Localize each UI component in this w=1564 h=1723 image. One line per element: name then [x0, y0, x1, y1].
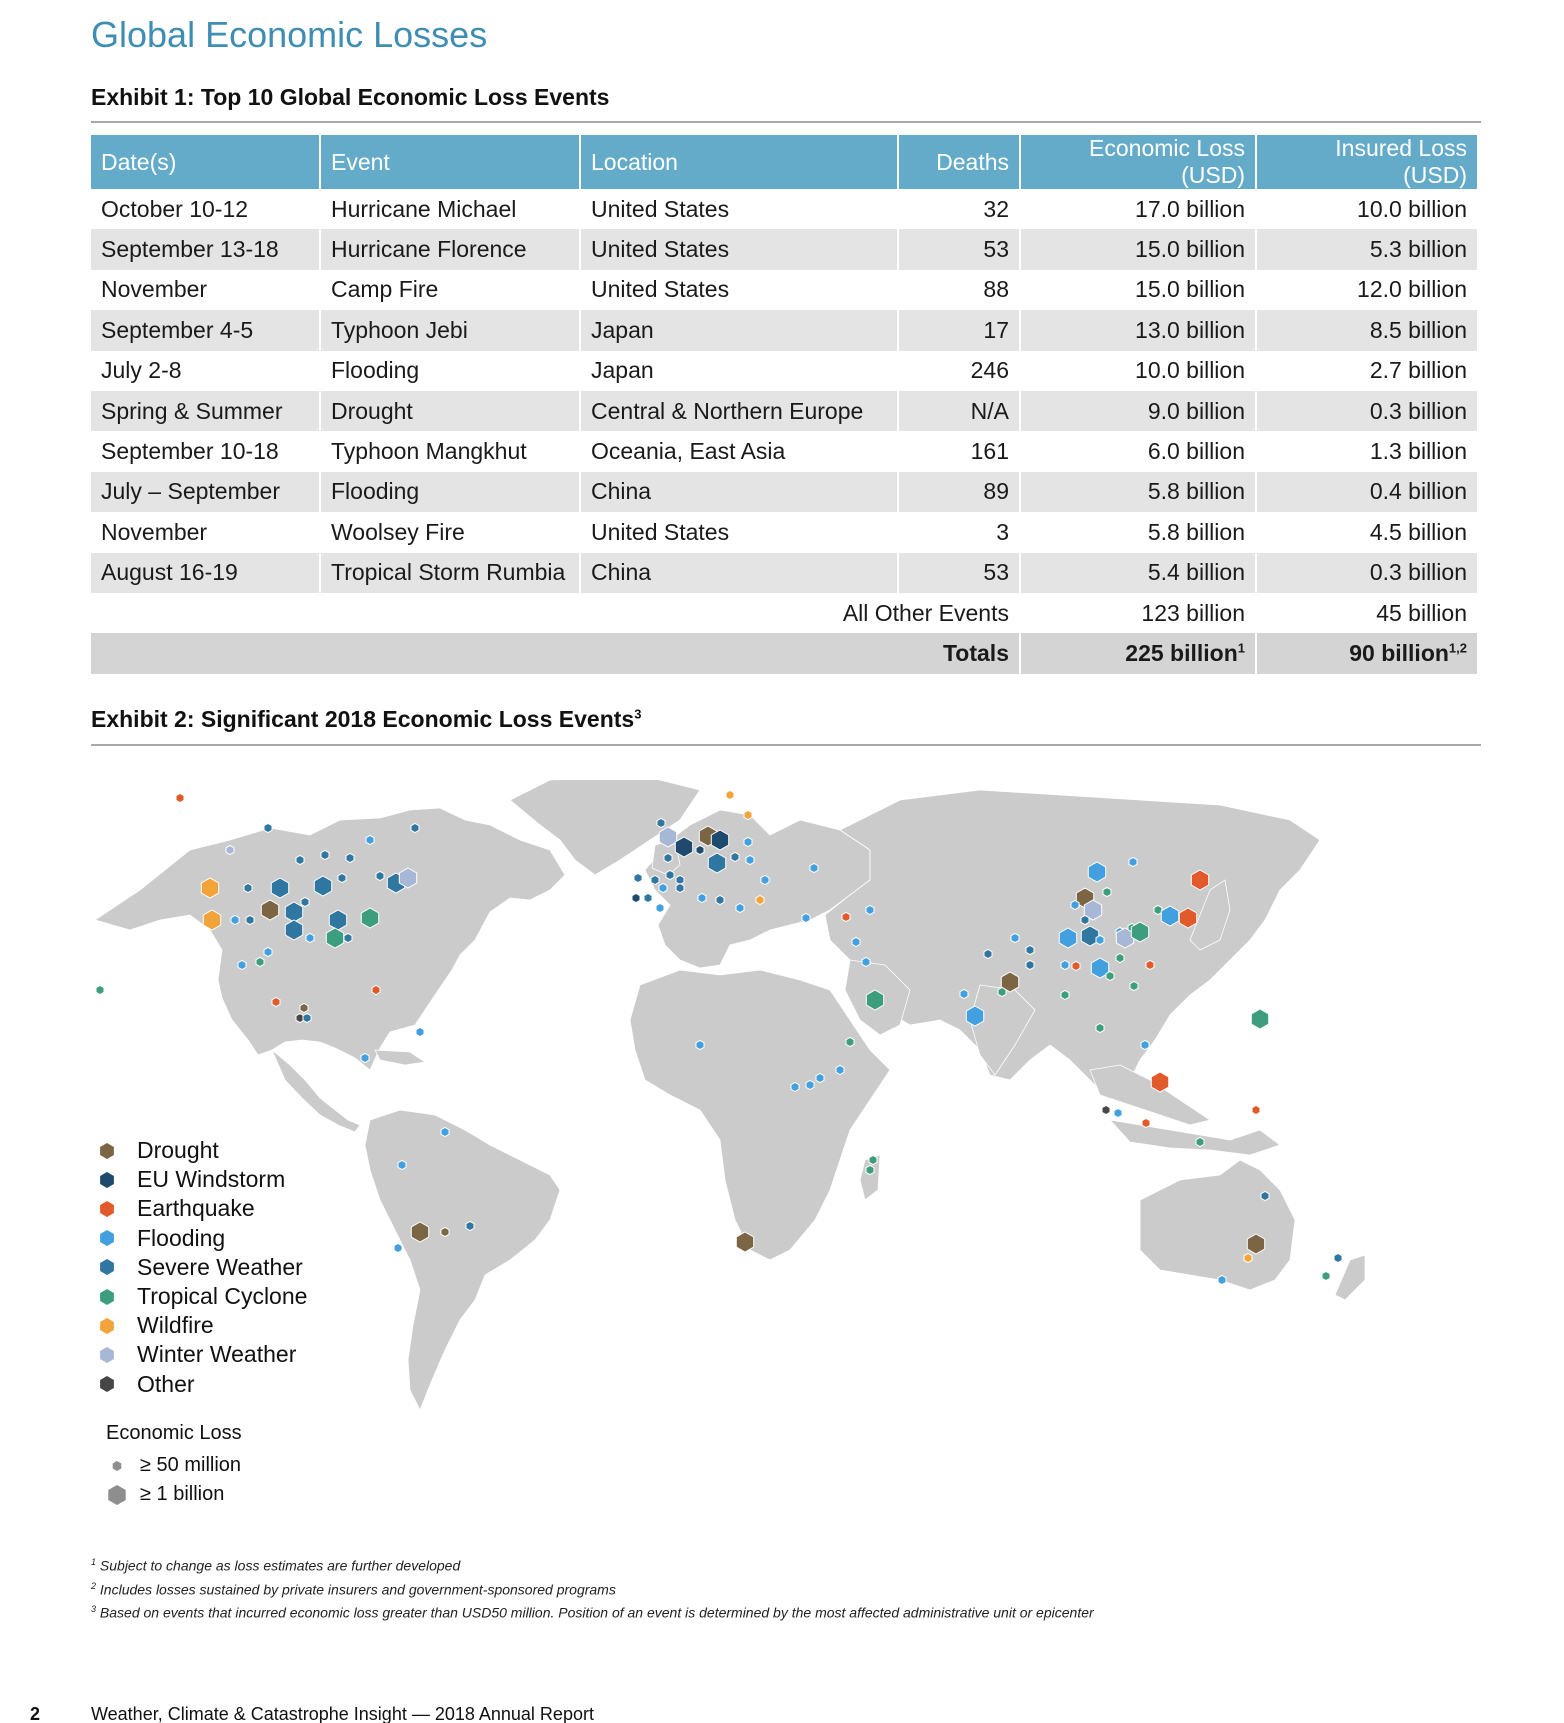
- divider: [91, 121, 1481, 123]
- legend-label: Earthquake: [137, 1195, 255, 1222]
- event-marker-tropical-cyclone: [326, 928, 343, 948]
- event-marker-severe-weather: [264, 823, 272, 832]
- event-marker-severe-weather: [1261, 1191, 1269, 1200]
- event-marker-flooding: [416, 1027, 424, 1036]
- legend-item-other: [98, 1370, 307, 1399]
- event-marker-tropical-cyclone: [1130, 981, 1138, 990]
- event-marker-flooding: [852, 937, 860, 946]
- hexagon-icon: [98, 1258, 116, 1276]
- landmass-se-asia: [1090, 1065, 1210, 1125]
- cell-date: July 2-8: [91, 351, 321, 391]
- footnotes: [91, 1552, 1094, 1623]
- event-marker-wildfire: [1244, 1253, 1252, 1262]
- footnote: [91, 1552, 1094, 1576]
- cell-event: Camp Fire: [321, 270, 581, 310]
- event-marker-flooding: [656, 903, 664, 912]
- cell-location: United States: [581, 189, 899, 229]
- event-marker-severe-weather: [708, 853, 725, 873]
- event-marker-flooding: [696, 1040, 704, 1049]
- event-marker-severe-weather: [651, 875, 659, 884]
- exhibit1-title: Exhibit 1: Top 10 Global Economic Loss Events: [91, 84, 610, 110]
- cell-event: Tropical Storm Rumbia: [321, 553, 581, 593]
- event-marker-flooding: [1114, 1108, 1122, 1117]
- large-hexagon-icon: [106, 1484, 128, 1506]
- footnote-text: Includes losses sustained by private insurers and government-sponsored programs: [99, 1581, 616, 1598]
- cell-date: November: [91, 512, 321, 552]
- legend-label: Severe Weather: [137, 1253, 303, 1280]
- event-marker-flooding: [806, 1080, 814, 1089]
- cell-deaths: 89: [899, 472, 1021, 512]
- event-marker-severe-weather: [666, 870, 674, 879]
- size-legend-small-label: ≥ 50 million: [140, 1454, 242, 1476]
- cell-date: November: [91, 270, 321, 310]
- event-marker-flooding: [746, 855, 754, 864]
- legend-label: EU Windstorm: [137, 1166, 286, 1193]
- landmass-caribbean: [375, 1050, 425, 1065]
- table-header-row: [91, 135, 1477, 189]
- event-marker-flooding: [1141, 1040, 1149, 1049]
- event-marker-severe-weather: [634, 873, 642, 882]
- totals-label: Totals: [91, 633, 1021, 673]
- all-other-label: All Other Events: [91, 593, 1021, 633]
- size-legend-title: Economic Loss: [106, 1422, 242, 1444]
- event-marker-tropical-cyclone: [256, 957, 264, 966]
- cell-event: Drought: [321, 391, 581, 431]
- totals-economic: [1021, 633, 1257, 673]
- table-row-totals: [91, 633, 1477, 673]
- table-row: [91, 391, 1477, 431]
- legend-item-flooding: [98, 1224, 307, 1253]
- event-marker-drought: [261, 900, 278, 920]
- cell-date: August 16-19: [91, 553, 321, 593]
- cell-economic-loss: 9.0 billion: [1021, 391, 1257, 431]
- cell-deaths: 246: [899, 351, 1021, 391]
- divider: [91, 744, 1481, 746]
- event-marker-other: [1102, 1105, 1110, 1114]
- legend-label: Wildfire: [137, 1312, 214, 1339]
- event-marker-tropical-cyclone: [1116, 953, 1124, 962]
- event-marker-earthquake: [272, 997, 280, 1006]
- cell-insured-loss: 8.5 billion: [1257, 310, 1477, 350]
- cell-deaths: 17: [899, 310, 1021, 350]
- footnote-ref: 1: [1237, 640, 1245, 656]
- landmass-central-america: [272, 1050, 360, 1132]
- event-marker-flooding: [238, 960, 246, 969]
- event-marker-severe-weather: [321, 850, 329, 859]
- cell-location: Japan: [581, 310, 899, 350]
- footnote-ref: 3: [634, 706, 642, 722]
- event-marker-severe-weather: [1081, 915, 1089, 924]
- event-marker-flooding: [761, 875, 769, 884]
- hexagon-icon: [98, 1229, 116, 1247]
- event-marker-severe-weather: [303, 1013, 311, 1022]
- footnote-number: 1: [91, 1557, 97, 1567]
- cell-insured-loss: 1.3 billion: [1257, 431, 1477, 471]
- cell-insured-loss: 4.5 billion: [1257, 512, 1477, 552]
- cell-economic-loss: 5.8 billion: [1021, 472, 1257, 512]
- event-marker-severe-weather: [244, 883, 252, 892]
- totals-insured-value: 90 billion: [1349, 639, 1449, 666]
- cell-deaths: 32: [899, 189, 1021, 229]
- event-marker-drought: [300, 1003, 308, 1012]
- cell-date: September 10-18: [91, 431, 321, 471]
- event-marker-tropical-cyclone: [1131, 922, 1148, 942]
- cell-economic-loss: 5.8 billion: [1021, 512, 1257, 552]
- column-header-event: Event: [321, 135, 581, 189]
- event-marker-tropical-cyclone: [846, 1037, 854, 1046]
- cell-deaths: 53: [899, 553, 1021, 593]
- event-marker-flooding: [366, 835, 374, 844]
- footnote-text: Subject to change as loss estimates are further developed: [99, 1557, 461, 1574]
- size-legend: [106, 1422, 242, 1509]
- event-marker-drought: [441, 1227, 449, 1236]
- event-marker-severe-weather: [301, 897, 309, 906]
- event-marker-severe-weather: [411, 823, 419, 832]
- event-marker-drought: [736, 1232, 753, 1252]
- event-marker-severe-weather: [984, 949, 992, 958]
- legend-item-winter-weather: [98, 1340, 307, 1369]
- event-marker-tropical-cyclone: [1196, 1137, 1204, 1146]
- event-marker-earthquake: [1142, 1118, 1150, 1127]
- cell-economic-loss: 15.0 billion: [1021, 229, 1257, 269]
- event-marker-eu-windstorm: [696, 845, 704, 854]
- cell-location: China: [581, 472, 899, 512]
- cell-economic-loss: 17.0 billion: [1021, 189, 1257, 229]
- event-marker-severe-weather: [296, 855, 304, 864]
- column-header-deaths: Deaths: [899, 135, 1021, 189]
- table-row: [91, 270, 1477, 310]
- event-marker-tropical-cyclone: [1103, 887, 1111, 896]
- legend-label: Other: [137, 1370, 195, 1397]
- event-marker-eu-windstorm: [711, 830, 728, 850]
- event-marker-severe-weather: [344, 933, 352, 942]
- event-marker-flooding: [836, 1065, 844, 1074]
- cell-date: Spring & Summer: [91, 391, 321, 431]
- event-marker-winter-weather: [399, 868, 416, 888]
- event-marker-tropical-cyclone: [1106, 971, 1114, 980]
- event-marker-severe-weather: [676, 883, 684, 892]
- hexagon-icon: [98, 1200, 116, 1218]
- event-marker-eu-windstorm: [675, 837, 692, 857]
- event-marker-wildfire: [203, 910, 220, 930]
- footnote: [91, 1576, 1094, 1600]
- landmass-africa: [630, 970, 890, 1260]
- cell-economic-loss: 13.0 billion: [1021, 310, 1257, 350]
- cell-event: Typhoon Mangkhut: [321, 431, 581, 471]
- size-legend-large: [106, 1480, 242, 1509]
- event-marker-flooding: [1218, 1275, 1226, 1284]
- event-marker-severe-weather: [314, 876, 331, 896]
- table-row: [91, 310, 1477, 350]
- event-marker-flooding: [1011, 933, 1019, 942]
- cell-economic-loss: 5.4 billion: [1021, 553, 1257, 593]
- event-marker-earthquake: [1179, 908, 1196, 928]
- cell-deaths: 53: [899, 229, 1021, 269]
- event-marker-earthquake: [1072, 961, 1080, 970]
- map-legend: [98, 1136, 307, 1399]
- table-row: [91, 431, 1477, 471]
- event-marker-severe-weather: [246, 915, 254, 924]
- table-row: [91, 351, 1477, 391]
- page-title: Global Economic Losses: [91, 14, 488, 55]
- event-marker-flooding: [791, 1082, 799, 1091]
- event-marker-earthquake: [1252, 1105, 1260, 1114]
- table-row: [91, 189, 1477, 229]
- cell-date: July – September: [91, 472, 321, 512]
- event-marker-wildfire: [744, 810, 752, 819]
- event-marker-flooding: [306, 933, 314, 942]
- small-hexagon-icon: [106, 1455, 128, 1477]
- totals-economic-value: 225 billion: [1125, 639, 1238, 666]
- event-marker-flooding: [1161, 906, 1178, 926]
- cell-location: Central & Northern Europe: [581, 391, 899, 431]
- legend-label: Flooding: [137, 1224, 226, 1251]
- event-marker-flooding: [394, 1243, 402, 1252]
- cell-insured-loss: 10.0 billion: [1257, 189, 1477, 229]
- event-marker-flooding: [966, 1006, 983, 1026]
- table-row: [91, 512, 1477, 552]
- cell-economic-loss: 6.0 billion: [1021, 431, 1257, 471]
- page-number: 2: [30, 1704, 41, 1723]
- event-marker-eu-windstorm: [632, 893, 640, 902]
- hexagon-icon: [98, 1171, 116, 1189]
- event-marker-flooding: [1096, 935, 1104, 944]
- event-marker-earthquake: [842, 912, 850, 921]
- event-marker-wildfire: [726, 790, 734, 799]
- landmass-south-america: [365, 1110, 560, 1410]
- cell-insured-loss: 5.3 billion: [1257, 229, 1477, 269]
- cell-event: Hurricane Florence: [321, 229, 581, 269]
- event-marker-flooding: [802, 913, 810, 922]
- event-marker-wildfire: [201, 878, 218, 898]
- landmass-australia: [1140, 1160, 1295, 1290]
- footnote-number: 3: [91, 1604, 97, 1615]
- event-marker-severe-weather: [338, 873, 346, 882]
- event-marker-earthquake: [176, 793, 184, 802]
- legend-item-tropical-cyclone: [98, 1282, 307, 1311]
- cell-insured-loss: 0.3 billion: [1257, 553, 1477, 593]
- cell-date: October 10-12: [91, 189, 321, 229]
- legend-item-earthquake: [98, 1194, 307, 1223]
- event-marker-tropical-cyclone: [96, 985, 104, 994]
- column-header-insured-loss: Insured Loss (USD): [1257, 135, 1477, 189]
- table-row: [91, 229, 1477, 269]
- footnote-text: Based on events that incurred economic loss greater than USD50 million. Position of an event is determined by the most affected administrative unit or epicenter: [99, 1604, 1094, 1621]
- exhibit2-title-text: Exhibit 2: Significant 2018 Economic Loss Events: [91, 706, 635, 732]
- totals-insured: [1257, 633, 1477, 673]
- footnote-number: 2: [91, 1580, 97, 1591]
- event-marker-severe-weather: [1081, 926, 1098, 946]
- event-marker-flooding: [1059, 928, 1076, 948]
- event-marker-severe-weather: [664, 853, 672, 862]
- event-marker-severe-weather: [466, 1221, 474, 1230]
- event-marker-drought: [1247, 1234, 1264, 1254]
- footnote-ref: 1,2: [1448, 640, 1467, 656]
- exhibit2-title: [91, 706, 641, 733]
- event-marker-flooding: [866, 905, 874, 914]
- event-marker-tropical-cyclone: [866, 990, 883, 1010]
- event-marker-winter-weather: [226, 845, 234, 854]
- event-marker-tropical-cyclone: [1251, 1009, 1268, 1029]
- event-marker-tropical-cyclone: [869, 1155, 877, 1164]
- event-marker-earthquake: [372, 985, 380, 994]
- event-marker-tropical-cyclone: [361, 908, 378, 928]
- hexagon-icon: [98, 1346, 116, 1364]
- hexagon-icon: [98, 1375, 116, 1393]
- event-marker-tropical-cyclone: [1061, 990, 1069, 999]
- cell-location: United States: [581, 229, 899, 269]
- legend-label: Drought: [137, 1137, 219, 1164]
- legend-label: Winter Weather: [137, 1341, 297, 1368]
- legend-item-eu-windstorm: [98, 1165, 307, 1194]
- event-marker-flooding: [1088, 862, 1105, 882]
- cell-insured-loss: 0.3 billion: [1257, 391, 1477, 431]
- event-marker-flooding: [361, 1053, 369, 1062]
- event-marker-severe-weather: [1026, 960, 1034, 969]
- column-header-economic-loss: Economic Loss (USD): [1021, 135, 1257, 189]
- event-marker-flooding: [441, 1127, 449, 1136]
- event-marker-flooding: [744, 837, 752, 846]
- event-marker-severe-weather: [731, 852, 739, 861]
- event-marker-severe-weather: [657, 818, 665, 827]
- table-row: [91, 472, 1477, 512]
- event-marker-severe-weather: [1026, 945, 1034, 954]
- event-marker-flooding: [698, 893, 706, 902]
- cell-insured-loss: 12.0 billion: [1257, 270, 1477, 310]
- event-marker-flooding: [862, 957, 870, 966]
- cell-deaths: 88: [899, 270, 1021, 310]
- loss-events-table: [91, 135, 1477, 674]
- cell-deaths: 3: [899, 512, 1021, 552]
- event-marker-drought: [411, 1222, 428, 1242]
- cell-location: Japan: [581, 351, 899, 391]
- event-marker-earthquake: [1146, 960, 1154, 969]
- legend-item-severe-weather: [98, 1253, 307, 1282]
- cell-location: United States: [581, 270, 899, 310]
- event-marker-flooding: [231, 915, 239, 924]
- event-marker-severe-weather: [285, 920, 302, 940]
- event-marker-earthquake: [1191, 870, 1208, 890]
- cell-event: Woolsey Fire: [321, 512, 581, 552]
- event-marker-tropical-cyclone: [1096, 1023, 1104, 1032]
- cell-event: Hurricane Michael: [321, 189, 581, 229]
- column-header-location: Location: [581, 135, 899, 189]
- event-marker-earthquake: [1151, 1072, 1168, 1092]
- event-marker-wildfire: [756, 895, 764, 904]
- legend-item-wildfire: [98, 1311, 307, 1340]
- event-marker-tropical-cyclone: [998, 987, 1006, 996]
- event-marker-flooding: [398, 1160, 406, 1169]
- table-row-all-other: [91, 593, 1477, 633]
- event-marker-tropical-cyclone: [1322, 1271, 1330, 1280]
- cell-deaths: N/A: [899, 391, 1021, 431]
- event-marker-winter-weather: [659, 827, 676, 847]
- cell-economic-loss: 15.0 billion: [1021, 270, 1257, 310]
- event-marker-severe-weather: [271, 878, 288, 898]
- event-marker-severe-weather: [285, 902, 302, 922]
- event-marker-flooding: [1071, 900, 1079, 909]
- cell-date: September 13-18: [91, 229, 321, 269]
- all-other-economic: 123 billion: [1021, 593, 1257, 633]
- event-marker-flooding: [1129, 857, 1137, 866]
- event-marker-severe-weather: [329, 910, 346, 930]
- cell-location: Oceania, East Asia: [581, 431, 899, 471]
- size-legend-large-label: ≥ 1 billion: [140, 1483, 225, 1505]
- table-row: [91, 553, 1477, 593]
- cell-economic-loss: 10.0 billion: [1021, 351, 1257, 391]
- footnote: [91, 1599, 1094, 1623]
- legend-label: Tropical Cyclone: [137, 1283, 308, 1310]
- event-marker-flooding: [659, 883, 667, 892]
- event-marker-severe-weather: [376, 871, 384, 880]
- footer-text: Weather, Climate & Catastrophe Insight — 2018 Annual Report: [91, 1704, 594, 1723]
- event-marker-tropical-cyclone: [866, 1165, 874, 1174]
- hexagon-icon: [98, 1288, 116, 1306]
- event-marker-flooding: [264, 947, 272, 956]
- event-marker-severe-weather: [716, 895, 724, 904]
- cell-insured-loss: 0.4 billion: [1257, 472, 1477, 512]
- cell-location: China: [581, 553, 899, 593]
- event-marker-flooding: [816, 1073, 824, 1082]
- event-marker-flooding: [960, 989, 968, 998]
- event-marker-flooding: [736, 903, 744, 912]
- event-marker-flooding: [810, 863, 818, 872]
- cell-date: September 4-5: [91, 310, 321, 350]
- legend-item-drought: [98, 1136, 307, 1165]
- column-header-dates: Date(s): [91, 135, 321, 189]
- cell-event: Typhoon Jebi: [321, 310, 581, 350]
- event-marker-flooding: [1061, 960, 1069, 969]
- hexagon-icon: [98, 1317, 116, 1335]
- hexagon-icon: [98, 1142, 116, 1160]
- landmass-indonesia: [1110, 1120, 1280, 1155]
- event-marker-severe-weather: [1334, 1253, 1342, 1262]
- all-other-insured: 45 billion: [1257, 593, 1477, 633]
- event-marker-severe-weather: [346, 853, 354, 862]
- event-marker-severe-weather: [644, 893, 652, 902]
- cell-event: Flooding: [321, 472, 581, 512]
- cell-insured-loss: 2.7 billion: [1257, 351, 1477, 391]
- cell-deaths: 161: [899, 431, 1021, 471]
- cell-event: Flooding: [321, 351, 581, 391]
- cell-location: United States: [581, 512, 899, 552]
- size-legend-small: [106, 1451, 242, 1480]
